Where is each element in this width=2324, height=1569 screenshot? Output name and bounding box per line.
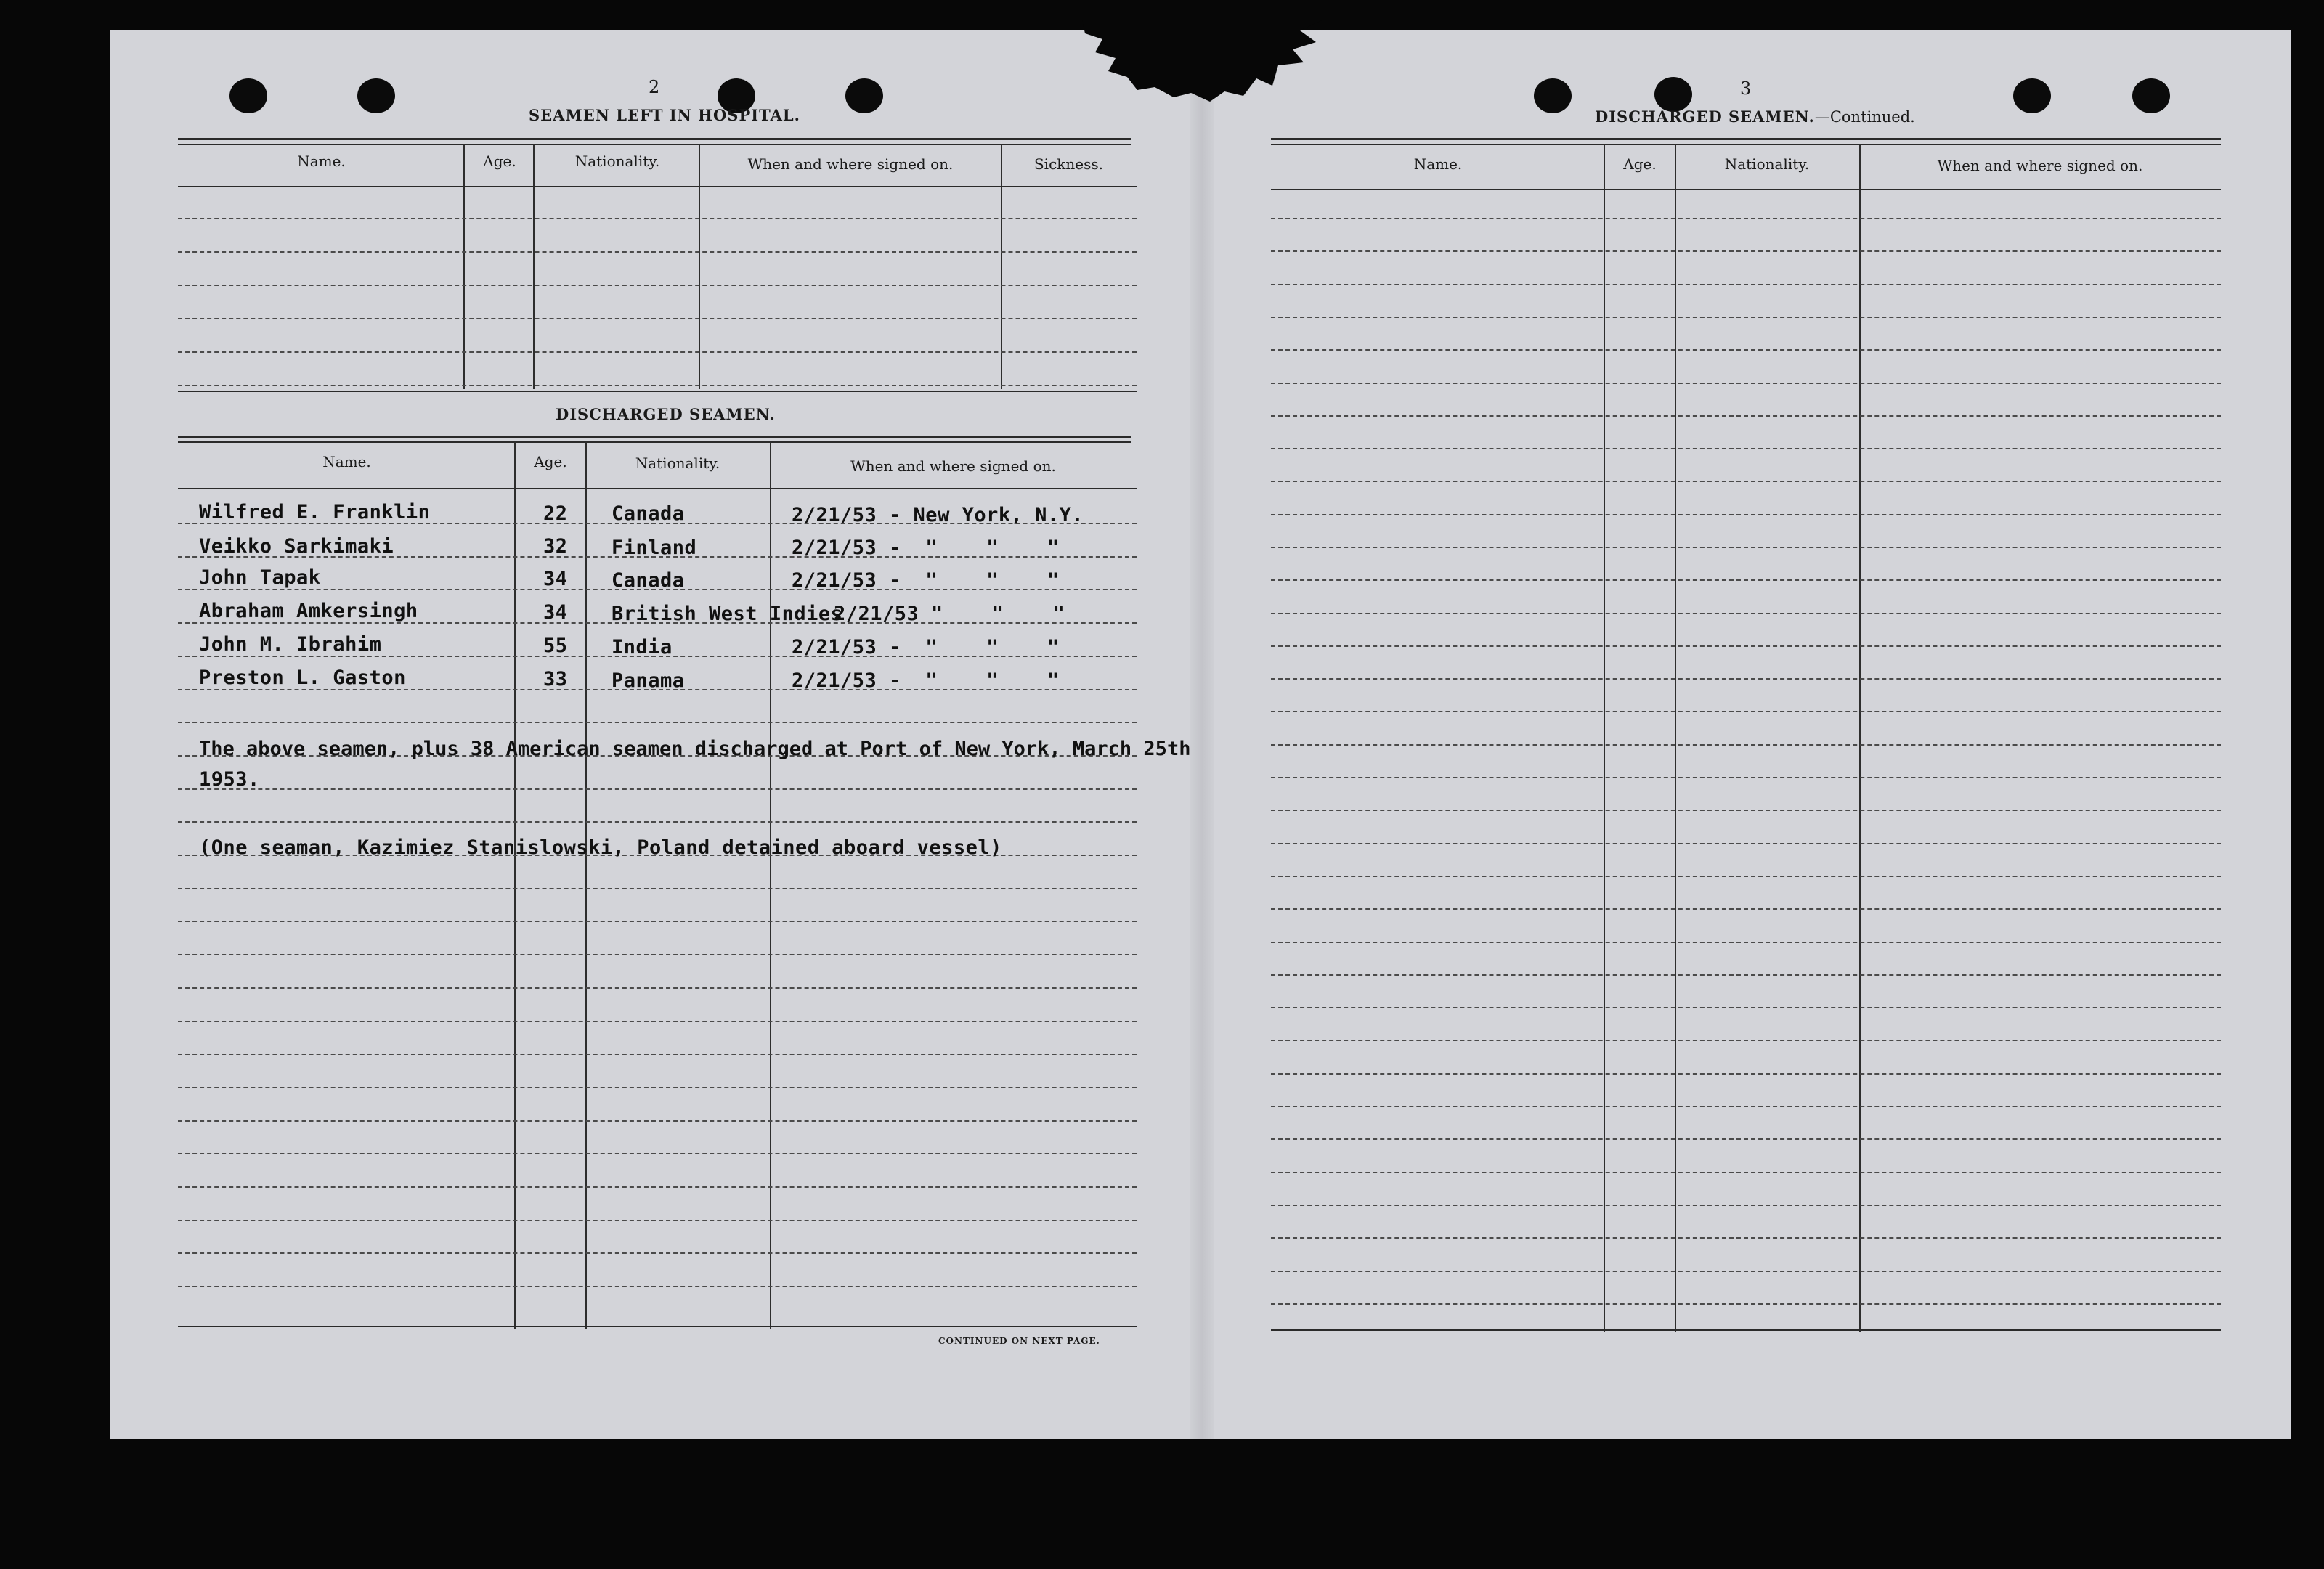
right-table-bottom-rule (1271, 1329, 2221, 1331)
ruled-line (1271, 1106, 2221, 1107)
ruled-line (1271, 284, 2221, 285)
seaman-signed-on: 2/21/53 - " " " (792, 537, 1060, 559)
discharged-continued-title-main: DISCHARGED SEAMEN. (1595, 107, 1815, 126)
ruled-line (178, 722, 1137, 723)
ruled-line (1271, 613, 2221, 614)
ruled-line (1271, 579, 2221, 581)
ruled-line (1271, 1237, 2221, 1239)
right-table-top-rule (1271, 138, 2221, 140)
hospital-row-line (178, 285, 1137, 286)
punch-hole (357, 78, 395, 113)
hospital-header-sickness: Sickness. (1033, 155, 1104, 173)
hospital-table-bottom-rule (178, 391, 1137, 392)
ruled-line (1271, 317, 2221, 318)
discharged-table-bottom-rule (178, 1326, 1137, 1327)
discharged-continued-title (1595, 107, 1915, 126)
seaman-signed-on: 2/21/53 " " " (834, 603, 1065, 625)
ruled-line (178, 1120, 1137, 1122)
hospital-header-name: Name. (297, 152, 346, 170)
detained-seaman-note: (One seaman, Kazimiez Stanislowski, Poland detained aboard vessel) (199, 836, 1002, 859)
seaman-name: Wilfred E. Franklin (199, 501, 431, 523)
discharged-header-signed-on: When and where signed on. (850, 457, 1056, 475)
punch-hole (2013, 78, 2051, 113)
ruled-line (1271, 908, 2221, 910)
seaman-nationality: Finland (612, 537, 697, 559)
discharged-col-divider (770, 441, 771, 1329)
seaman-age: 34 (543, 568, 568, 590)
seaman-name: Preston L. Gaston (199, 667, 406, 689)
ruled-line (1271, 250, 2221, 252)
hospital-section-title: SEAMEN LEFT IN HOSPITAL. (529, 106, 800, 124)
ruled-line (1271, 810, 2221, 811)
right-page (1202, 30, 2291, 1439)
punch-hole (229, 78, 267, 113)
hospital-row-line (178, 351, 1137, 353)
ruled-line (178, 1054, 1137, 1055)
ruled-line (1271, 547, 2221, 548)
ruled-line (1271, 1271, 2221, 1272)
discharged-table-top-rule (178, 436, 1131, 438)
discharged-continued-suffix: —Continued. (1814, 108, 1915, 126)
hospital-header-signed-on: When and where signed on. (747, 155, 954, 173)
ruled-line (1271, 645, 2221, 647)
hospital-header-age: Age. (483, 152, 516, 170)
hospital-table-top-rule (178, 138, 1131, 140)
ruled-line (1271, 218, 2221, 219)
ruled-line (1271, 1303, 2221, 1305)
ruled-line (178, 788, 1137, 790)
seaman-nationality: British West Indies (612, 603, 843, 625)
right-table-top-rule-2 (1271, 144, 2221, 145)
ruled-line (1271, 777, 2221, 778)
hospital-header-rule (178, 186, 1137, 187)
discharged-header-nationality: Nationality. (635, 455, 720, 472)
ruled-line (178, 1087, 1137, 1088)
seaman-age: 34 (543, 601, 568, 624)
ruled-line (178, 1153, 1137, 1154)
ruled-line (178, 987, 1137, 989)
right-header-rule (1271, 189, 2221, 190)
hospital-row-line (178, 251, 1137, 253)
seaman-nationality: Panama (612, 669, 685, 692)
punch-hole (845, 78, 883, 113)
seaman-signed-on: 2/21/53 - " " " (792, 669, 1060, 692)
ruled-line (1271, 1172, 2221, 1173)
ruled-line (178, 954, 1137, 955)
discharged-header-name: Name. (322, 453, 371, 470)
ruled-line (1271, 744, 2221, 746)
punch-hole (1534, 78, 1572, 113)
punch-hole (2132, 78, 2170, 113)
right-header-name: Name. (1413, 155, 1463, 173)
hospital-row-line (178, 218, 1137, 219)
seaman-signed-on: 2/21/53 - " " " (792, 636, 1060, 659)
ruled-line (1271, 349, 2221, 351)
ruled-line (1271, 1205, 2221, 1206)
ruled-line (1271, 678, 2221, 680)
ruled-line (178, 1186, 1137, 1188)
seaman-nationality: Canada (612, 569, 685, 592)
ruled-line (178, 821, 1137, 823)
seaman-name: John M. Ibrahim (199, 633, 382, 656)
seaman-age: 33 (543, 668, 568, 690)
ruled-line (178, 1220, 1137, 1221)
ruled-line (1271, 1007, 2221, 1008)
page-fold (1190, 30, 1214, 1439)
seaman-nationality: Canada (612, 502, 685, 525)
ruled-line (1271, 1073, 2221, 1075)
discharged-col-divider (514, 441, 516, 1329)
ruled-line (1271, 1040, 2221, 1041)
discharged-table-top-rule-2 (178, 441, 1131, 443)
seaman-signed-on: 2/21/53 - " " " (792, 569, 1060, 592)
discharge-note-line1: The above seamen, plus 38 American seamen discharged at Port of New York, March 25th (199, 738, 1191, 760)
seaman-name: Abraham Amkersingh (199, 600, 418, 622)
ruled-line (178, 1021, 1137, 1022)
ruled-line (1271, 415, 2221, 417)
punch-hole (1654, 77, 1692, 112)
ruled-line (178, 921, 1137, 922)
hospital-row-line (178, 318, 1137, 319)
hospital-table-top-rule-2 (178, 144, 1131, 145)
right-header-age: Age. (1623, 155, 1657, 173)
seaman-age: 55 (543, 635, 568, 657)
page-number-right: 3 (1740, 78, 1752, 99)
right-col-divider (1604, 144, 1605, 1332)
hospital-header-nationality: Nationality. (574, 152, 660, 170)
page-number-left: 2 (649, 77, 660, 97)
seaman-age: 32 (543, 535, 568, 558)
right-header-nationality: Nationality. (1724, 155, 1810, 173)
continued-footer: CONTINUED ON NEXT PAGE. (938, 1336, 1100, 1346)
ruled-line (1271, 843, 2221, 844)
discharge-note-line2: 1953. (199, 768, 260, 791)
seaman-name: Veikko Sarkimaki (199, 535, 394, 558)
ruled-line (1271, 448, 2221, 449)
seaman-nationality: India (612, 636, 673, 659)
ruled-line (178, 888, 1137, 889)
seaman-age: 22 (543, 502, 568, 525)
seaman-name: John Tapak (199, 566, 321, 589)
ruled-line (178, 1252, 1137, 1254)
ruled-line (1271, 383, 2221, 384)
ruled-line (1271, 481, 2221, 482)
right-col-divider (1675, 144, 1676, 1332)
ruled-line (1271, 876, 2221, 877)
discharged-section-title: DISCHARGED SEAMEN. (556, 405, 776, 423)
discharged-header-rule (178, 488, 1137, 489)
hospital-row-line (178, 385, 1137, 386)
right-col-divider (1859, 144, 1861, 1332)
left-page (110, 30, 1202, 1439)
ruled-line (1271, 974, 2221, 976)
ruled-line (1271, 711, 2221, 712)
torn-edge (1082, 20, 1322, 107)
ruled-line (178, 1286, 1137, 1287)
discharged-col-divider (585, 441, 587, 1329)
ruled-line (1271, 942, 2221, 943)
discharged-header-age: Age. (534, 453, 567, 470)
ruled-line (1271, 1138, 2221, 1140)
seaman-signed-on: 2/21/53 - New York, N.Y. (792, 504, 1084, 526)
ruled-line (1271, 514, 2221, 515)
right-header-signed-on: When and where signed on. (1937, 157, 2143, 174)
